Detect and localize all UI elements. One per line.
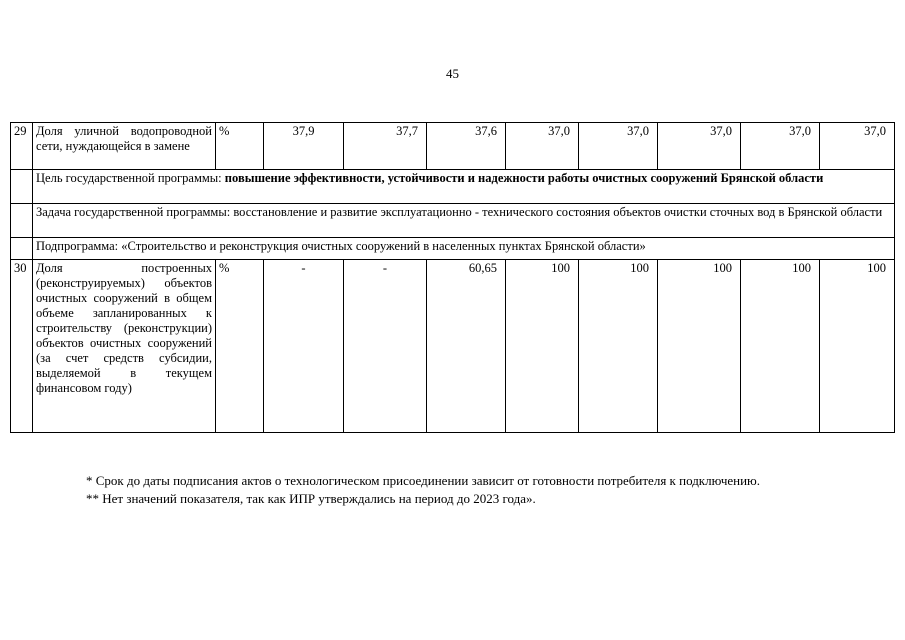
row-number (11, 170, 33, 204)
table-row (11, 170, 895, 204)
footnotes (54, 472, 842, 508)
value-cell: 100 (506, 260, 579, 433)
row-number: 29 (11, 123, 33, 170)
page-number: 45 (446, 66, 459, 81)
program-goal (33, 170, 895, 204)
footnote-2: ** Нет значений показателя, так как ИПР утверждались на период до 2023 года». (86, 491, 536, 506)
value-cell: 37,0 (658, 123, 741, 170)
goal-text: повышение эффективности, устойчивости и надежности работы очистных сооружений Брянской области (224, 171, 824, 185)
value-cell: - (264, 260, 344, 433)
table-row (11, 238, 895, 260)
value-cell: 100 (658, 260, 741, 433)
value-cell: 37,0 (579, 123, 658, 170)
value-cell: 37,0 (741, 123, 820, 170)
table-row (11, 204, 895, 238)
row-number (11, 238, 33, 260)
indicator-name: Доля построенных (реконструируемых) объектов очистных сооружений в общем объеме запланированных к строительству (реконструкции) объектов очистных сооружений (за счет средств субсидии, выделяемой в текущем финансовом году) (33, 260, 216, 433)
row-number (11, 204, 33, 238)
indicator-name: Доля уличной водопроводной сети, нуждающейся в замене (33, 123, 216, 170)
unit-cell: % (216, 260, 264, 433)
value-cell: - (344, 260, 427, 433)
value-cell: 37,7 (344, 123, 427, 170)
value-cell: 100 (820, 260, 895, 433)
value-cell: 100 (741, 260, 820, 433)
table-row (11, 260, 895, 433)
row-number: 30 (11, 260, 33, 433)
table-row (11, 123, 895, 170)
value-cell: 100 (579, 260, 658, 433)
unit-cell: % (216, 123, 264, 170)
value-cell: 37,9 (264, 123, 344, 170)
goal-prefix: Цель государственной программы: (36, 171, 225, 185)
value-cell: 37,0 (820, 123, 895, 170)
value-cell: 60,65 (427, 260, 506, 433)
subprogram-title: Подпрограмма: «Строительство и реконструкция очистных сооружений в населенных пунктах Брянской области» (33, 238, 895, 260)
program-task: Задача государственной программы: восстановление и развитие эксплуатационно - технического состояния объектов очистки сточных вод в Брянской области (33, 204, 895, 238)
value-cell: 37,0 (506, 123, 579, 170)
value-cell: 37,6 (427, 123, 506, 170)
footnote-1: * Срок до даты подписания актов о технологическом присоединении зависит от готовности потребителя к подключению. (86, 473, 761, 488)
indicators-table (10, 122, 895, 433)
